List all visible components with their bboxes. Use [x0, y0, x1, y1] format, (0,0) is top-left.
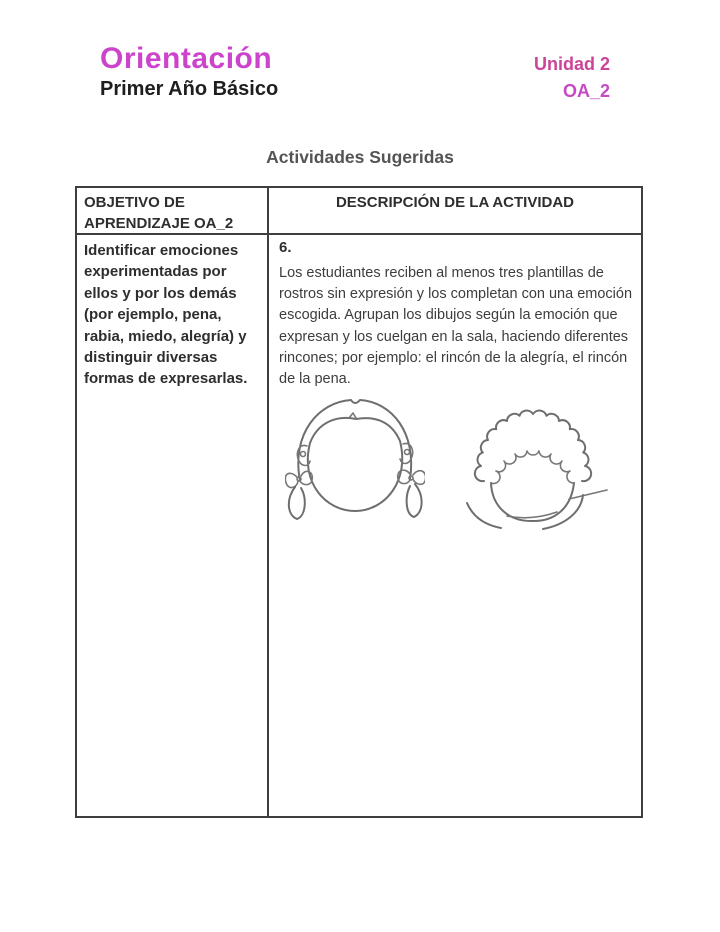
girl-left-pigtail: [289, 487, 305, 519]
column-header-objective: OBJETIVO DE APRENDIZAJE OA_2: [77, 188, 269, 235]
activity-number: 6.: [279, 239, 292, 256]
objective-cell: Identificar emociones experimentadas por ellos y por los demás (por ejemplo, pena, rabia, miedo, alegría) y distinguir diversas formas de expresarlas.: [77, 235, 269, 816]
girl-face-outline: [308, 418, 402, 511]
document-subtitle: Primer Año Básico: [100, 78, 279, 100]
section-title: Actividades Sugeridas: [266, 147, 454, 167]
curly-hair-outline: [475, 411, 591, 482]
girl-hair-outline: [298, 400, 411, 481]
girl-right-bow-loop: [413, 471, 425, 485]
girl-hairline-notch: [349, 413, 356, 418]
blank-face-girl-drawing: [285, 391, 425, 526]
header-right-block: [534, 51, 610, 105]
face-drawings: [285, 391, 633, 531]
curly-face-outline: [491, 483, 574, 521]
activity-cell: [269, 235, 641, 816]
curly-collar-line: [569, 490, 607, 499]
blank-face-curly-drawing: [461, 391, 621, 531]
activity-description: Los estudiantes reciben al menos tres plantillas de rostros sin expresión y los completan con una emoción escogida. Agrupan los dibujos según la emoción que expresan y los cuelgan en la sala, haciendo diferentes rincones; por ejemplo: el rincón de la alegría, el rincón de la pena.: [279, 265, 633, 388]
girl-left-bow-loop: [285, 474, 298, 488]
curly-inner-hairline: [491, 451, 574, 484]
girl-right-pigtail: [407, 484, 422, 517]
document-title: Orientación: [100, 42, 273, 75]
column-header-description: DESCRIPCIÓN DE LA ACTIVIDAD: [269, 188, 641, 235]
curly-right-shoulder: [543, 495, 583, 529]
curly-left-shoulder: [467, 503, 501, 528]
activities-table: [75, 186, 643, 818]
girl-right-ear-inner: [405, 450, 410, 455]
unit-label: Unidad 2: [533, 54, 610, 74]
curly-chin-line: [507, 512, 557, 518]
oa-label: OA_2: [562, 81, 610, 101]
girl-left-ear-inner: [301, 452, 306, 457]
